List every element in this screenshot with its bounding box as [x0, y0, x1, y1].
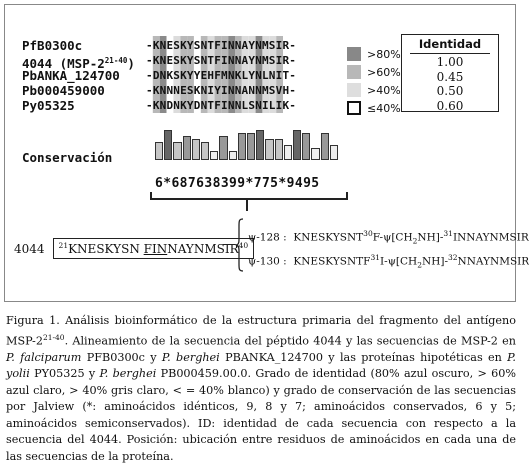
identity-table [401, 34, 499, 112]
legend-item-le40: ≤40% [347, 100, 401, 116]
conservation-bar [284, 145, 292, 160]
legend-swatch [347, 65, 361, 79]
aligned-seq-1: -KNESKYSNTFINNAYNMSIR- [146, 39, 297, 52]
legend-item-40: >40% [347, 82, 401, 98]
conservation-bar [265, 139, 273, 160]
seq-name-5: Py05325 [22, 98, 75, 113]
aligned-seq-2: -KNESKYSNTFINNAYNMSIR- [146, 54, 297, 67]
conservation-bar [321, 133, 329, 160]
conservation-bar [302, 133, 310, 160]
identity-header: Identidad [418, 37, 482, 51]
conservation-bar [201, 142, 209, 160]
seq-name-4: Pb000459000 [22, 83, 105, 98]
aligned-seq-5: -KNDNKYDNTFINNLSNILIK- [146, 99, 297, 112]
analog-psi-128: ψ-128 : $KNESKYSNT^{30}F-\psi[CH_2NH]-^{31}INNAYNMSIR$ [248, 229, 529, 246]
identity-value: 1.00 [436, 55, 464, 69]
aligned-seq-4: -KNNNESKNIYINNANNMSVH- [146, 84, 297, 97]
peptide-sequence-box: $^{21}$KNESKYSN FINNAYNMSIR$^{40}$ [53, 238, 255, 259]
conservation-bar [229, 151, 237, 160]
figure-caption: Figura 1. Análisis bioinformático de la estructura primaria del fragmento del antígeno MSP-2$^{21-40}$. Alineamiento de la secuencia del péptido 4044 y las secuencias de MSP-2 en P. falciparum PFB0300c y P. berghei PBANKA_124700 y las proteínas hipotéticas en P. yolii PY05325 y P. berghei PB000459.00.0. Grado de identidad (80% azul oscuro, > 60% azul claro, > 40% gris claro, < = 40% blanco) y grado de conservación de las secuencias por Jalview (*: aminoácidos idénticos, 9, 8 y 7; aminoácidos conservados, 6 y 5; aminoácidos semiconservados). ID: identidad de cada secuencia con respecto a la secuencia del 4044. Posición: ubicación entre residuos de aminoácidos en cada una de las secuencias de la proteína. [6, 314, 516, 463]
seq-name-2: 4044 (MSP-2$^{21-40}$) [22, 56, 135, 72]
seq-name-1: PfB0300c [22, 38, 83, 53]
conservation-bar [275, 139, 283, 160]
identity-value: 0.45 [436, 69, 464, 84]
conservation-bar [173, 142, 181, 160]
conservation-bar [238, 133, 246, 160]
legend-swatch [347, 101, 361, 115]
legend-item-80: >80% [347, 46, 401, 62]
peptide-id: 4044 [14, 241, 45, 256]
conservation-bracket [150, 192, 348, 200]
conservation-bar [293, 130, 301, 160]
conservation-bar [330, 145, 338, 160]
conservation-bar [210, 151, 218, 160]
conservation-bar [247, 133, 255, 160]
conservation-bar [183, 136, 191, 160]
peptide-4044 [14, 238, 254, 259]
legend-item-60: >60% [347, 64, 401, 80]
sequence-names [22, 38, 135, 113]
conservation-bar [155, 142, 163, 160]
conservation-bar [192, 139, 200, 160]
analog-psi-130: ψ-130 : $KNESKYSNTF^{31}I-\psi[CH_2NH]-^{32}NNAYNMSIR$ [248, 253, 529, 270]
aligned-seq-3: -DNKSKYYEHFMNKLYNLNIT- [146, 69, 297, 82]
conservation-sequence: 6*687638399*775*9495 [155, 176, 320, 191]
alignment-sequences [146, 38, 296, 113]
peptide-connector [223, 244, 235, 245]
legend-swatch [347, 47, 361, 61]
legend-swatch [347, 83, 361, 97]
conservation-bar [219, 136, 227, 160]
conservation-label: Conservación [22, 150, 113, 165]
analog-brace [236, 218, 244, 272]
identity-value: 0.50 [436, 84, 464, 98]
conservation-bar [256, 130, 264, 160]
conservation-bar [164, 130, 172, 160]
conservation-bar [311, 148, 319, 160]
seq-name-3: PbANKA_124700 [22, 68, 120, 83]
identity-value: 0.60 [436, 98, 464, 113]
bracket-stem [246, 199, 248, 211]
